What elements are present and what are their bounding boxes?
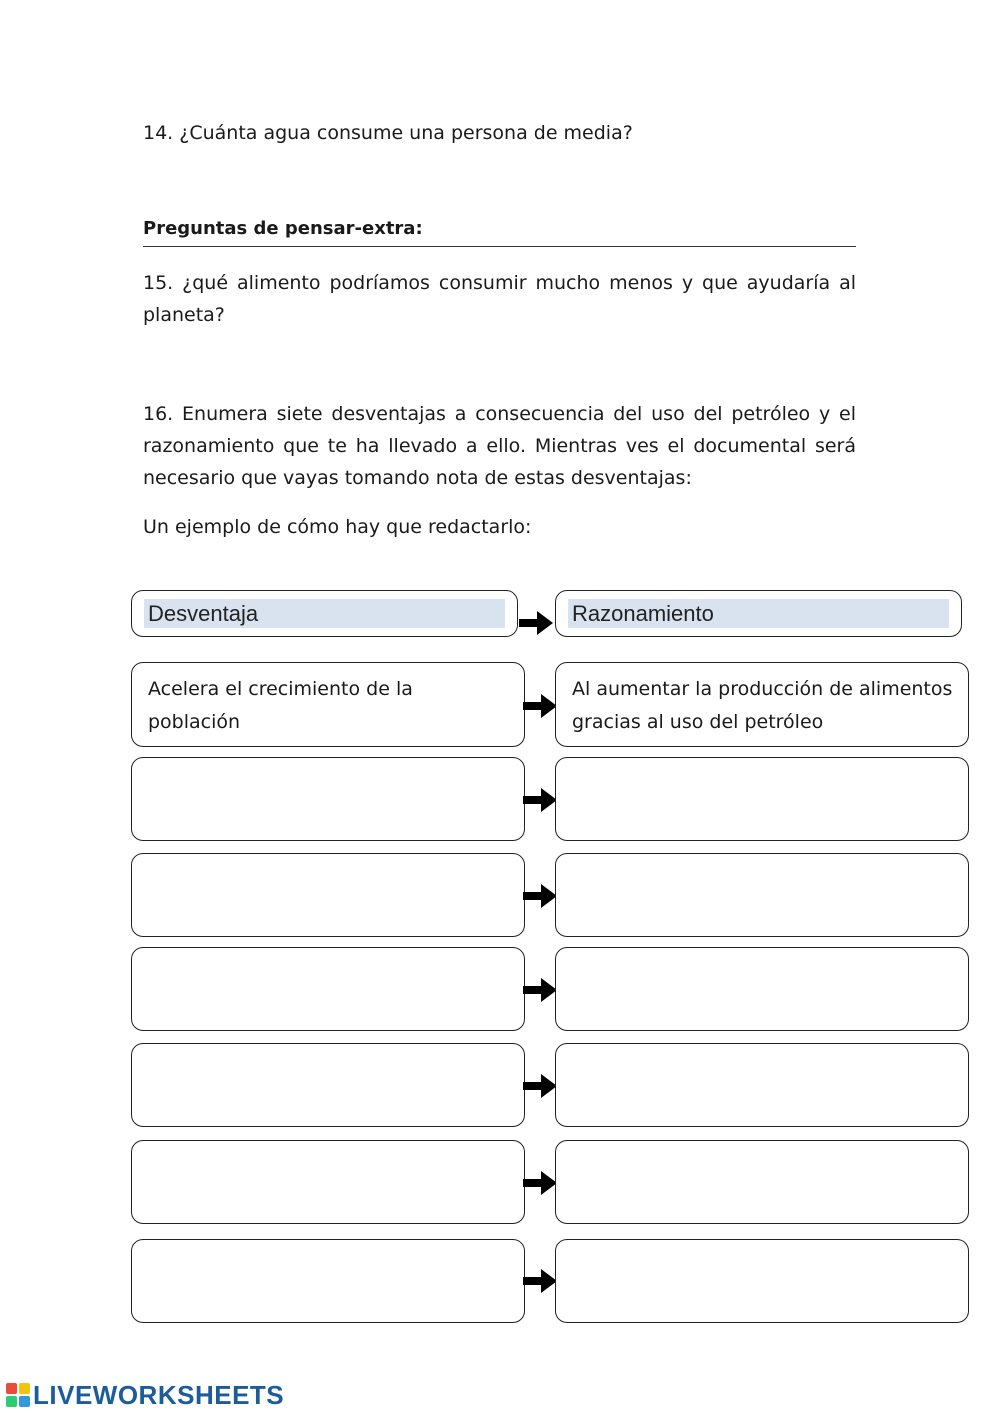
- header-desventaja-box: [131, 590, 518, 637]
- extra-questions-heading: Preguntas de pensar-extra:: [143, 218, 856, 247]
- example-intro: Un ejemplo de cómo hay que redactarlo:: [143, 516, 532, 538]
- answer-razonamiento-box[interactable]: [555, 1043, 969, 1127]
- example-razonamiento-text: Al aumentar la producción de alimentos gracias al uso del petróleo: [572, 678, 953, 733]
- header-desventaja-label: Desventaja: [144, 599, 505, 628]
- liveworksheets-logo: [6, 1380, 284, 1410]
- example-desventaja-box: [131, 662, 525, 747]
- answer-desventaja-box[interactable]: [131, 1043, 525, 1127]
- arrow-right-icon: [519, 611, 553, 635]
- arrow-right-icon: [523, 694, 557, 718]
- question-14: 14. ¿Cuánta agua consume una persona de media?: [143, 122, 633, 144]
- question-16: 16. Enumera siete desventajas a consecuencia del uso del petróleo y el razonamiento que te ha llevado a ello. Mientras ves el documental será necesario que vayas tomando nota de estas desventajas:: [143, 403, 856, 489]
- question-15: 15. ¿qué alimento podríamos consumir mucho menos y que ayudaría al planeta?: [143, 272, 856, 326]
- answer-desventaja-box[interactable]: [131, 853, 525, 937]
- answer-desventaja-box[interactable]: [131, 947, 525, 1031]
- header-razonamiento-label: Razonamiento: [568, 599, 949, 628]
- answer-desventaja-box[interactable]: [131, 1239, 525, 1323]
- answer-razonamiento-box[interactable]: [555, 853, 969, 937]
- answer-razonamiento-box[interactable]: [555, 1239, 969, 1323]
- example-razonamiento-box: [555, 662, 969, 747]
- arrow-right-icon: [523, 1171, 557, 1195]
- arrow-right-icon: [523, 1269, 557, 1293]
- arrow-right-icon: [523, 788, 557, 812]
- header-razonamiento-box: [555, 590, 962, 637]
- arrow-right-icon: [523, 884, 557, 908]
- liveworksheets-logo-icon: [6, 1383, 30, 1407]
- example-desventaja-text: Acelera el crecimiento de la población: [148, 678, 413, 733]
- answer-desventaja-box[interactable]: [131, 757, 525, 841]
- arrow-right-icon: [523, 1074, 557, 1098]
- answer-desventaja-box[interactable]: [131, 1140, 525, 1224]
- answer-razonamiento-box[interactable]: [555, 947, 969, 1031]
- arrow-right-icon: [523, 978, 557, 1002]
- liveworksheets-brand: LIVEWORKSHEETS: [33, 1379, 285, 1410]
- answer-razonamiento-box[interactable]: [555, 757, 969, 841]
- answer-razonamiento-box[interactable]: [555, 1140, 969, 1224]
